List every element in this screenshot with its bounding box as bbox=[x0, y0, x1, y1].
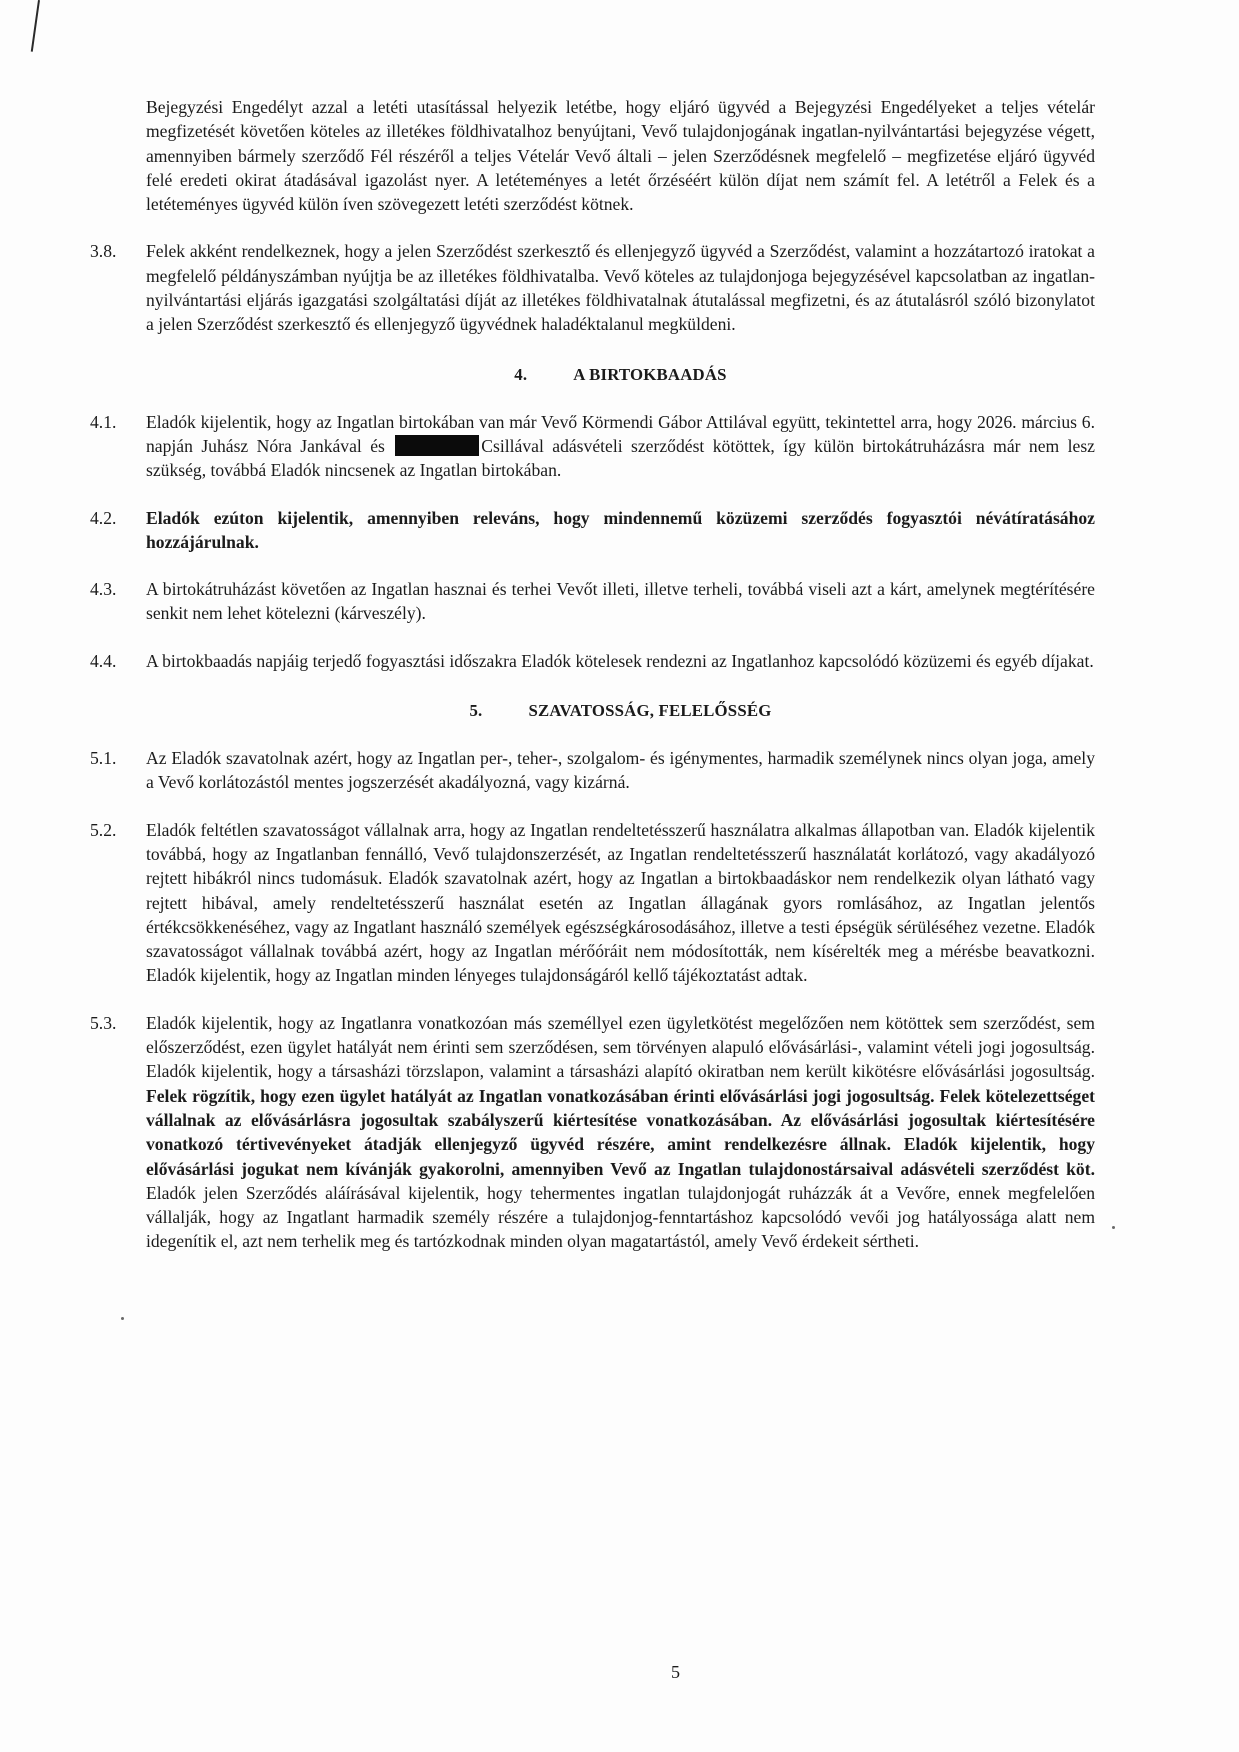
section-number: 4. bbox=[514, 364, 528, 384]
clause-5-2 bbox=[90, 818, 1095, 988]
clause-text: A birtokátruházást követően az Ingatlan hasznai és terhei Vevőt illeti, illetve terheli, továbbá viseli azt a kárt, amelynek megtérítésére senkit nem lehet kötelezni (kárveszély). bbox=[146, 579, 1095, 624]
clause-text-regular-part1: Eladók kijelentik, hogy az Ingatlanra vonatkozóan más személlyel ezen ügyletkötést megelőzően nem kötöttek sem szerződést, sem előszerződést, ezen ügylet hatályát nem érinti sem szerződésen, sem törvényen alapuló elővásárlási-, valamint vételi jogi jogosultság. Eladók kijelentik, hogy a társasházi törzslapon, valamint a társasházi alapító okiratban nem került kikötésre elővásárlási jogosultság. bbox=[146, 1012, 1095, 1082]
clause-4-1 bbox=[90, 410, 1095, 483]
page-number: 5 bbox=[671, 1662, 680, 1682]
scan-edge-mark bbox=[31, 0, 40, 52]
page-content bbox=[90, 95, 1095, 1254]
section-heading-4 bbox=[90, 363, 1095, 387]
clause-text bbox=[146, 1011, 1095, 1254]
clause-text: Eladók feltétlen szavatosságot vállalnak arra, hogy az Ingatlan rendeltetésszerű használatra alkalmas állapotban van. Eladók kijelentik továbbá, hogy az Ingatlanban fennálló, Vevő tulajdonszerzését, az Ingatlan rendeltetésszerű használatát korlátozó, vagy akadályozó rejtett hibákról nincs tudomásuk. Eladók szavatolnak azért, hogy az Ingatlan a birtokbaadáskor nem rendelkezik olyan látható vagy rejtett hibával, amely rendeltetésszerű használat esetén az Ingatlan állagának gyors romlásához, az Ingatlan jelentős értékcsökkenéséhez, vagy az Ingatlant használó személyek egészségkárosodásához, illetve a testi épségük sérüléséhez vezetne. Eladók szavatosságot vállalnak továbbá azért, hogy az Ingatlan mérőóráit nem módosították, nem kísérelték meg a mérésbe beavatkozni. Eladók kijelentik, hogy az Ingatlan minden lényeges tulajdonságáról kellő tájékoztatást adtak. bbox=[146, 819, 1095, 986]
clause-number: 4.2. bbox=[90, 507, 117, 528]
section-number: 5. bbox=[469, 701, 483, 721]
clause-4-4 bbox=[90, 649, 1095, 673]
section-title: SZAVATOSSÁG, FELELŐSSÉG bbox=[528, 701, 772, 721]
clause-text: Eladók ezúton kijelentik, amennyiben releváns, hogy mindennemű közüzemi szerződés fogyasztói névátíratásához hozzájárulnak. bbox=[146, 507, 1095, 552]
redaction-box bbox=[395, 435, 479, 456]
section-heading-5 bbox=[90, 699, 1095, 723]
clause-text bbox=[146, 410, 1095, 483]
clause-text-before-redaction: Eladók kijelentik, hogy az Ingatlan birtokában van már Vevő Körmendi Gábor Attilával együtt, tekintettel arra, hogy 2026. március 6. napján Juhász Nóra Jankával és bbox=[146, 411, 1095, 456]
clause-number: 3.8. bbox=[90, 241, 117, 262]
clause-text: Az Eladók szavatolnak azért, hogy az Ingatlan per-, teher-, szolgalom- és igénymentes, harmadik személynek nincs olyan joga, amely a Vevő korlátozástól mentes jogszerzését akadályozná, vagy kizárná. bbox=[146, 748, 1095, 793]
scan-speck bbox=[1112, 1226, 1115, 1229]
clause-4-3 bbox=[90, 577, 1095, 626]
clause-text: A birtokbaadás napjáig terjedő fogyasztási időszakra Eladók kötelesek rendezni az Ingatlanhoz kapcsolódó közüzemi és egyéb díjakat. bbox=[146, 650, 1094, 671]
clause-text-bold: Felek rögzítik, hogy ezen ügylet hatályát az Ingatlan vonatkozásában érinti elővásárlási jogi jogosultság. Felek kötelezettséget vállalnak az elővásárlásra jogosultak szabályszerű kiértesítése vonatkozásában. Az elővásárlási jogosultak kiértesítésére vonatkozó tértivevényeket átadják ellenjegyző ügyvéd részére, amint rendelkezésre állnak. Eladók kijelentik, hogy elővásárlási jogukat nem kívánják gyakorolni, amennyiben Vevő az Ingatlan tulajdonostársaival adásvételi szerződést köt. bbox=[146, 1085, 1095, 1179]
clause-text-after-redaction: Csillával adásvételi szerződést kötöttek, így külön birtokátruházásra már nem lesz szükség, továbbá Eladók nincsenek az Ingatlan birtokában. bbox=[146, 435, 1095, 481]
clause-number: 5.2. bbox=[90, 819, 117, 840]
intro-paragraph: Bejegyzési Engedélyt azzal a letéti utasítással helyezik letétbe, hogy eljáró ügyvéd a Bejegyzési Engedélyeket a teljes vételár megfizetését követően köteles az illetékes földhivatalhoz benyújtani, Vevő tulajdonjogának ingatlan-nyilvántartási bejegyzése végett, amennyiben bármely szerződő Fél részéről a teljes Vételár Vevő általi – jelen Szerződésnek megfelelő – megfizetése eljáró ügyvéd felé eredeti okirat átadásával igazolást nyer. A letéteményes a letét őrzéséért külön díjat nem számít fel. A letétről a Felek és a letéteményes ügyvéd külön íven szövegezett letéti szerződést kötnek. bbox=[146, 97, 1095, 215]
clause-5-3 bbox=[90, 1011, 1095, 1254]
clause-3-8 bbox=[90, 239, 1095, 336]
scan-speck bbox=[121, 1317, 124, 1320]
section-title: A BIRTOKBAADÁS bbox=[573, 364, 727, 384]
clause-number: 4.1. bbox=[90, 411, 117, 432]
clause-number: 4.4. bbox=[90, 650, 117, 671]
clause-4-2 bbox=[90, 506, 1095, 555]
clause-5-1 bbox=[90, 746, 1095, 795]
clause-number: 5.1. bbox=[90, 748, 117, 769]
clause-text: Felek akként rendelkeznek, hogy a jelen Szerződést szerkesztő és ellenjegyző ügyvéd a Szerződést, valamint a hozzátartozó iratokat a megfelelő példányszámban nyújtja be az illetékes földhivatalba. Vevő köteles az tulajdonjoga bejegyzésével kapcsolatban az ingatlan-nyilvántartási eljárás igazgatási szolgáltatási díját az illetékes földhivatalnak átutalással megfizetni, és az átutalásról szóló bizonylatot a jelen Szerződést szerkesztő és ellenjegyző ügyvédnek haladéktalanul megküldeni. bbox=[146, 241, 1095, 335]
clause-number: 5.3. bbox=[90, 1012, 117, 1033]
clause-text-regular-part2: Eladók jelen Szerződés aláírásával kijelentik, hogy tehermentes ingatlan tulajdonjogát ruházzák át a Vevőre, ennek megfelelően vállalják, hogy az Ingatlant harmadik személy részére a tulajdonjog-fenntartáshoz kapcsolódó vevői jog hatályossága alatt nem idegenítik el, azt nem terhelik meg és tartózkodnak minden olyan magatartástól, amely Vevő érdekeit sértheti. bbox=[146, 1182, 1095, 1252]
clause-number: 4.3. bbox=[90, 579, 117, 600]
